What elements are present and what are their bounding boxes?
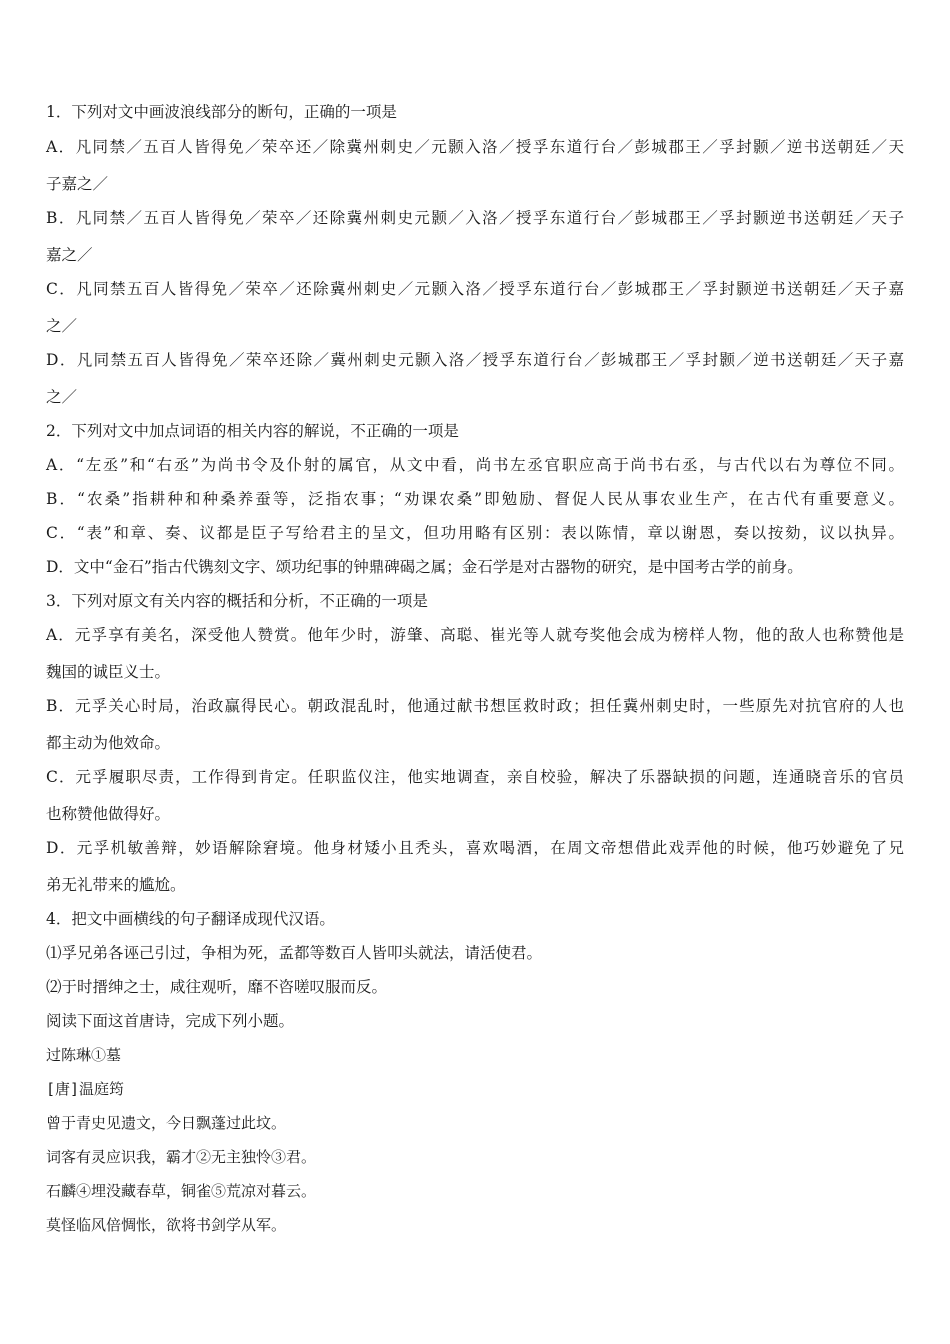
q3-option-b-cont: 都主动为他效命。 bbox=[46, 734, 171, 752]
q3-option-c: C．元孚履职尽责，工作得到肯定。任职监仪注，他实地调查，亲自校验，解决了乐器缺损的问题，连通晓音乐的官员 bbox=[46, 768, 904, 786]
q2-option-c: C．“表”和章、奏、议都是臣子写给君主的呈文，但功用略有区别：表以陈情，章以谢恩，奏以按劾，议以执异。 bbox=[46, 524, 904, 542]
q1-option-c: C．凡同禁五百人皆得免／荣卒／还除冀州刺史／元颢入洛／授孚东道行台／彭城郡王／孚封颢逆书送朝廷／天子嘉 bbox=[46, 280, 904, 298]
poem-line: 莫怪临风倍惆怅，欲将书剑学从军。 bbox=[46, 1216, 287, 1234]
q1-option-d-cont: 之／ bbox=[46, 388, 78, 406]
q1-option-d: D．凡同禁五百人皆得免／荣卒还除／冀州刺史元颢入洛／授孚东道行台／彭城郡王／孚封颢／逆书送朝廷／天子嘉 bbox=[46, 351, 904, 369]
q3-option-b: B．元孚关心时局，治政赢得民心。朝政混乱时，他通过献书想匡救时政；担任冀州刺史时，一些原先对抗官府的人也 bbox=[46, 697, 904, 715]
q3-option-d: D．元孚机敏善辩，妙语解除窘境。他身材矮小且秃头，喜欢喝酒，在周文帝想借此戏弄他的时候，他巧妙避免了兄 bbox=[46, 839, 904, 857]
q4-sentence-2: ⑵于时搢绅之士，咸往观听，靡不咨嗟叹服而反。 bbox=[46, 978, 388, 996]
q3-option-a: A．元孚享有美名，深受他人赞赏。他年少时，游肇、高聪、崔光等人就夸奖他会成为榜样人物，他的敌人也称赞他是 bbox=[46, 626, 904, 644]
q3-option-a-cont: 魏国的诚臣义士。 bbox=[46, 663, 171, 681]
q2-option-d: D．文中“金石”指古代镌刻文字、颂功纪事的钟鼎碑碣之属；金石学是对古器物的研究，是中国考古学的前身。 bbox=[46, 558, 803, 576]
q2-option-b: B．“农桑”指耕种和种桑养蚕等，泛指农事；“劝课农桑”即勉励、督促人民从事农业生产，在古代有重要意义。 bbox=[46, 490, 904, 508]
poem-line: 石麟④埋没藏春草，铜雀⑤荒凉对暮云。 bbox=[46, 1182, 317, 1200]
q4-stem: 4．把文中画横线的句子翻译成现代汉语。 bbox=[46, 910, 335, 928]
poem-author: [唐]温庭筠 bbox=[46, 1080, 125, 1098]
q3-option-d-cont: 弟无礼带来的尴尬。 bbox=[46, 876, 186, 894]
q1-option-a: A．凡同禁／五百人皆得免／荣卒还／除冀州刺史／元颢入洛／授孚东道行台／彭城郡王／孚封颢／逆书送朝廷／天 bbox=[46, 138, 904, 156]
poem-title: 过陈琳①墓 bbox=[46, 1046, 122, 1064]
reading-intro: 阅读下面这首唐诗，完成下列小题。 bbox=[46, 1012, 295, 1030]
q1-stem: 1．下列对文中画波浪线部分的断句，正确的一项是 bbox=[46, 103, 397, 121]
q2-option-a: A．“左丞”和“右丞”为尚书令及仆射的属官，从文中看，尚书左丞官职应高于尚书右丞，与古代以右为尊位不同。 bbox=[46, 456, 904, 474]
q3-option-c-cont: 也称赞他做得好。 bbox=[46, 805, 171, 823]
poem-line: 曾于青史见遗文，今日飘蓬过此坟。 bbox=[46, 1114, 287, 1132]
poem-line: 词客有灵应识我，霸才②无主独怜③君。 bbox=[46, 1148, 317, 1166]
q4-sentence-1: ⑴孚兄弟各诬己引过，争相为死，孟都等数百人皆叩头就法，请活使君。 bbox=[46, 944, 543, 962]
q2-stem: 2．下列对文中加点词语的相关内容的解说，不正确的一项是 bbox=[46, 422, 459, 440]
q3-stem: 3．下列对原文有关内容的概括和分析，不正确的一项是 bbox=[46, 592, 428, 610]
q1-option-c-cont: 之／ bbox=[46, 317, 78, 335]
q1-option-a-cont: 子嘉之／ bbox=[46, 175, 109, 193]
q1-option-b-cont: 嘉之／ bbox=[46, 246, 93, 264]
q1-option-b: B．凡同禁／五百人皆得免／荣卒／还除冀州刺史元颢／入洛／授孚东道行台／彭城郡王／孚封颢逆书送朝廷／天子 bbox=[46, 209, 904, 227]
